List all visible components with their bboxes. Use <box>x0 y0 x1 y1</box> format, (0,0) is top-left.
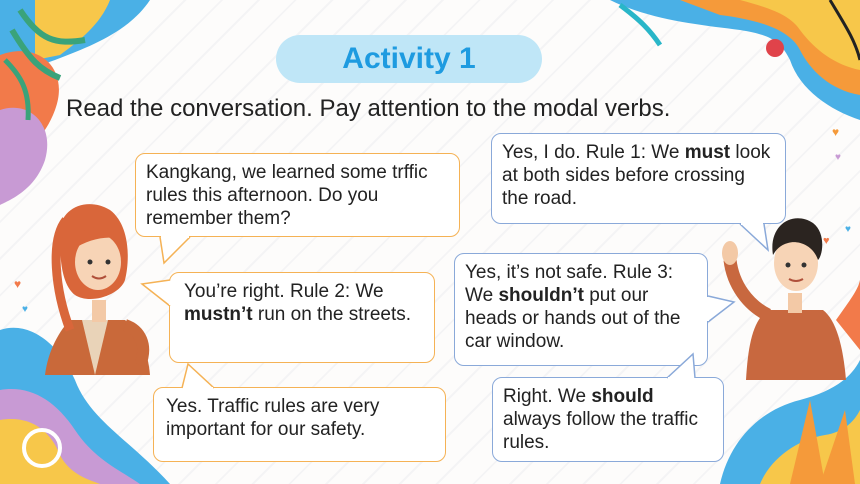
bubble-3-modal-mustnt: mustn’t <box>184 304 253 325</box>
bubble-6-modal-should: should <box>591 386 654 407</box>
speech-bubble-3 <box>169 272 435 363</box>
bubble-2-tail <box>738 222 774 252</box>
bubble-4-modal-shouldnt: shouldn’t <box>498 285 584 306</box>
svg-text:♥: ♥ <box>823 235 830 247</box>
bubble-3-tail <box>140 276 172 310</box>
svg-text:♥: ♥ <box>832 125 840 139</box>
bubble-3-text-pre: You’re right. Rule 2: We <box>184 281 384 302</box>
activity-title: Activity 1 <box>342 42 476 75</box>
bubble-3-text-post: run on the streets. <box>252 304 412 325</box>
bubble-4-text-post: put our heads or hands out of the car window. <box>465 285 681 352</box>
speech-bubble-4 <box>454 253 708 366</box>
bubble-6-text-pre: Right. We <box>503 386 592 407</box>
svg-text:♥: ♥ <box>845 224 851 235</box>
svg-text:♥: ♥ <box>22 304 28 315</box>
bubble-1-tail <box>158 235 194 265</box>
bubble-2-modal-must: must <box>684 142 731 163</box>
speech-bubble-5 <box>153 387 446 462</box>
instruction-text: Read the conversation. Pay attention to the modal verbs. <box>66 95 671 122</box>
speech-bubble-2 <box>491 133 786 224</box>
bubble-6-text-post: always follow the traffic rules. <box>503 409 699 453</box>
bubble-1-text: Kangkang, we learned some trffic rules this afternoon. Do you remember them? <box>146 162 428 229</box>
speech-bubble-6 <box>492 377 724 462</box>
bubble-2-text-pre: Yes, I do. Rule 1: We <box>502 142 685 163</box>
activity-title-pill <box>276 35 542 83</box>
bubble-4-tail <box>706 292 736 326</box>
bubble-4-text-pre: Yes, it’s not safe. Rule 3: We <box>465 262 674 306</box>
bubble-6-tail <box>665 352 701 380</box>
bubble-2-text-post: look at both sides before crossing the road. <box>502 142 771 209</box>
svg-text:♥: ♥ <box>14 277 22 291</box>
bubble-5-tail <box>180 362 216 390</box>
svg-text:♥: ♥ <box>835 152 841 163</box>
speech-bubble-1 <box>135 153 460 237</box>
bubble-5-text: Yes. Traffic rules are very important for our safety. <box>166 396 380 440</box>
